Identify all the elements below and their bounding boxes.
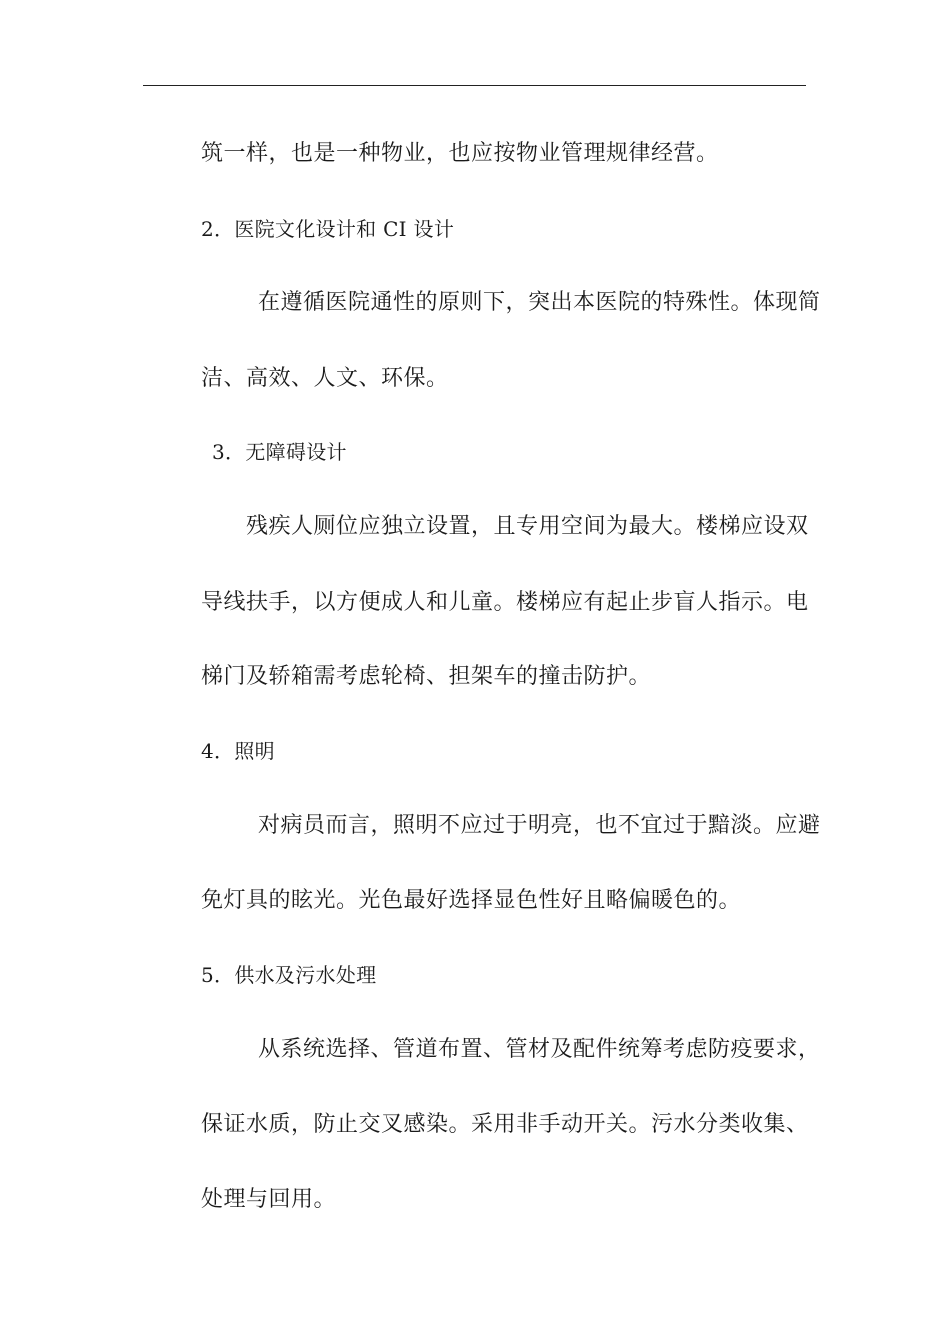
section-heading-4: 4．照明: [201, 739, 275, 763]
section-heading-2: 2．医院文化设计和 CI 设计: [201, 217, 455, 241]
paragraph-line: 洁、高效、人文、环保。: [201, 366, 449, 391]
paragraph-line: 对病员而言，照明不应过于明亮，也不宜过于黯淡。应避: [258, 813, 821, 838]
paragraph-line: 在遵循医院通性的原则下，突出本医院的特殊性。体现简: [258, 290, 821, 315]
header-rule: [143, 85, 806, 86]
section-heading-5: 5．供水及污水处理: [201, 963, 377, 987]
paragraph-line: 残疾人厕位应独立设置，且专用空间为最大。楼梯应设双: [246, 514, 809, 539]
paragraph-line: 处理与回用。: [201, 1187, 337, 1212]
paragraph-line: 筑一样，也是一种物业，也应按物业管理规律经营。: [201, 141, 719, 166]
paragraph-line: 导线扶手，以方便成人和儿童。楼梯应有起止步盲人指示。电: [201, 590, 809, 615]
section-heading-3: 3．无障碍设计: [212, 440, 347, 464]
paragraph-line: 免灯具的眩光。光色最好选择显色性好且略偏暖色的。: [201, 888, 742, 913]
paragraph-line: 从系统选择、管道布置、管材及配件统筹考虑防疫要求，: [258, 1037, 821, 1062]
paragraph-line: 梯门及轿箱需考虑轮椅、担架车的撞击防护。: [201, 664, 652, 689]
paragraph-line: 保证水质，防止交叉感染。采用非手动开关。污水分类收集、: [201, 1112, 809, 1137]
